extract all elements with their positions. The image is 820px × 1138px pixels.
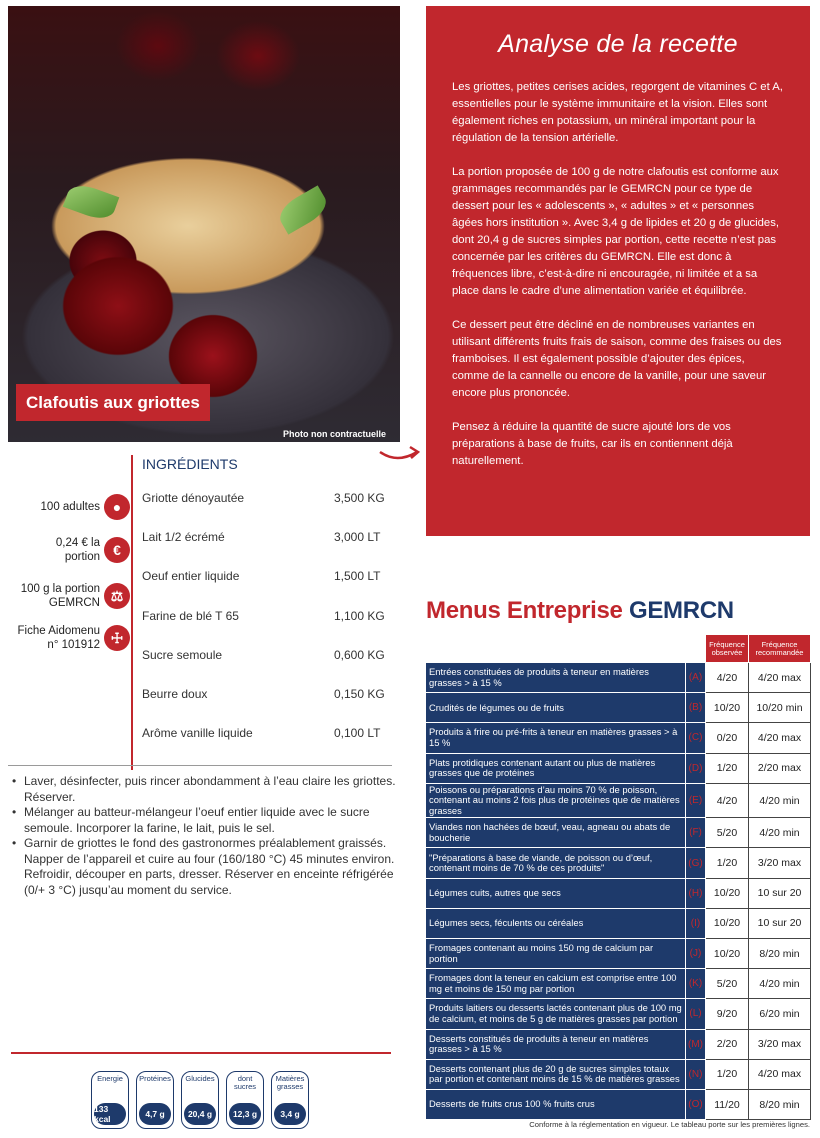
cell-desc: Entrées constituées de produits à teneur en matières grasses > à 15 % [426, 663, 686, 693]
fact-servings: 100 adultes ● [41, 494, 130, 520]
analysis-paragraph: Les griottes, petites cerises acides, regorgent de vitamines C et A, essentielles pour le système immunitaire et la vision. Elles sont également riches en potassium, un minéral important pour la régulation de la tension artérielle. [452, 81, 783, 144]
ingredient-row: Griotte dénoyautée 3,500 KG [142, 490, 385, 505]
cell-obs: 10/20 [706, 908, 749, 938]
cell-rec: 6/20 min [749, 999, 811, 1029]
ingredients-rule [131, 455, 133, 770]
cell-rec: 10/20 min [749, 693, 811, 723]
cell-rec: 4/20 min [749, 818, 811, 848]
cell-desc: Plats protidiques contenant autant ou plus de matières grasses que de protéines [426, 753, 686, 783]
cell-rec: 4/20 max [749, 723, 811, 753]
table-row [426, 848, 811, 878]
cell-rec: 2/20 max [749, 753, 811, 783]
recipe-title: Clafoutis aux griottes [16, 384, 210, 421]
table-row [426, 693, 811, 723]
analysis-paragraph: Pensez à réduire la quantité de sucre ajouté lors de vos préparations à base de fruits, car ils en contiennent déjà naturellement. [452, 421, 733, 467]
ingredient-row: Beurre doux 0,150 KG [142, 687, 385, 702]
euro-icon: € [104, 537, 130, 563]
nutrition-proteins: Protéines 4,7 g [136, 1071, 174, 1129]
cell-code: (O) [686, 1089, 706, 1119]
cell-desc: Produits laitiers ou desserts lactés contenant plus de 100 mg de calcium, et moins de 5 g de matières grasses par portion [426, 999, 686, 1029]
table-row [426, 818, 811, 848]
cell-obs: 4/20 [706, 783, 749, 818]
cell-desc: Crudités de légumes ou de fruits [426, 693, 686, 723]
cell-desc: "Préparations à base de viande, de poisson ou d’œuf, contenant moins de 70 % de ces produits" [426, 848, 686, 878]
table-row [426, 969, 811, 999]
cell-code: (E) [686, 783, 706, 818]
table-row [426, 753, 811, 783]
cell-code: (D) [686, 753, 706, 783]
table-row [426, 908, 811, 938]
table-row [426, 878, 811, 908]
cell-obs: 10/20 [706, 939, 749, 969]
cell-obs: 10/20 [706, 878, 749, 908]
cell-code: (L) [686, 999, 706, 1029]
mint-leaf [274, 185, 331, 234]
fact-portion: 100 g la portion GEMRCN ⚖ [8, 582, 130, 610]
cell-desc: Desserts de fruits crus 100 % fruits crus [426, 1089, 686, 1119]
cell-desc: Légumes secs, féculents ou céréales [426, 908, 686, 938]
cell-desc: Légumes cuits, autres que secs [426, 878, 686, 908]
table-row [426, 1029, 811, 1059]
people-icon: ● [104, 494, 130, 520]
fact-cost: 0,24 € la portion € [12, 536, 130, 564]
cell-desc: Produits à frire ou pré-frits à teneur en matières grasses > à 15 % [426, 723, 686, 753]
ingredients-heading: INGRÉDIENTS [142, 456, 238, 472]
recipe-photo [8, 6, 400, 442]
analysis-paragraph: Ce dessert peut être décliné en de nombreuses variantes en utilisant différents fruits frais de saison, comme des fraises ou des framboises. Il est également possible d’ajouter des épices, comme de la cannelle ou encore de la vanille, pour une saveur encore plus prononcée. [452, 319, 782, 399]
cell-obs: 5/20 [706, 969, 749, 999]
preparation-steps [10, 774, 398, 898]
cell-obs: 5/20 [706, 818, 749, 848]
cell-obs: 0/20 [706, 723, 749, 753]
mint-leaf [63, 180, 120, 223]
cell-desc: Fromages contenant au moins 150 mg de calcium par portion [426, 939, 686, 969]
analysis-panel [426, 6, 810, 536]
cell-desc: Fromages dont la teneur en calcium est comprise entre 100 mg et moins de 150 mg par portion [426, 969, 686, 999]
cell-code: (C) [686, 723, 706, 753]
fact-sheet: Fiche Aidomenu n° 101912 ☩ [8, 624, 130, 652]
nutrition-summary [91, 1071, 309, 1129]
cell-obs: 9/20 [706, 999, 749, 1029]
cell-code: (K) [686, 969, 706, 999]
cell-obs: 11/20 [706, 1089, 749, 1119]
cell-obs: 2/20 [706, 1029, 749, 1059]
analysis-paragraph: La portion proposée de 100 g de notre clafoutis est conforme aux grammages recommandés par le GEMRCN pour ce type de dessert pour les « adolescents », « adultes » et « personnes âgées hors institution ». Avec 3,4 g de lipides et 20 g de glucides, dont 20,4 g de sucres simples par portion, cette recette n’est pas concernée par les critères du GEMRCN. Elle est donc à fréquences libre, c’est-à-dire ni encouragée, ni limitée et a sa place dans le cadre d’une alimentation variée et équilibrée. [452, 166, 779, 297]
cell-code: (N) [686, 1059, 706, 1089]
photo-credit: Photo non contractuelle [282, 429, 386, 439]
cell-rec: 4/20 min [749, 783, 811, 818]
step-item: • Laver, désinfecter, puis rincer abondamment à l’eau claire les griottes. Réserver. [10, 774, 398, 805]
scale-icon: ⚖ [104, 583, 130, 609]
col-observed: Fréquence observée [706, 635, 749, 663]
ingredient-row: Sucre semoule 0,600 KG [142, 647, 385, 662]
ingredient-row: Farine de blé T 65 1,100 KG [142, 608, 385, 623]
table-row [426, 939, 811, 969]
divider [11, 1052, 391, 1054]
cell-obs: 4/20 [706, 663, 749, 693]
table-row [426, 663, 811, 693]
cell-obs: 10/20 [706, 693, 749, 723]
nutrition-sugars: dont sucres 12,3 g [226, 1071, 264, 1129]
cell-desc: Poissons ou préparations d’au moins 70 % de poisson, contenant au moins 2 fois plus de protéines que de matières grasses [426, 783, 686, 818]
arrow-icon [377, 438, 425, 466]
cell-code: (F) [686, 818, 706, 848]
cell-desc: Viandes non hachées de bœuf, veau, agneau ou abats de boucherie [426, 818, 686, 848]
cell-code: (A) [686, 663, 706, 693]
cell-code: (I) [686, 908, 706, 938]
cell-code: (M) [686, 1029, 706, 1059]
table-row [426, 783, 811, 818]
nutrition-fat: Matières grasses 3,4 g [271, 1071, 309, 1129]
gemrcn-table [425, 634, 811, 1120]
table-row [426, 999, 811, 1029]
cell-code: (H) [686, 878, 706, 908]
cell-code: (G) [686, 848, 706, 878]
ingredient-row: Lait 1/2 écrémé 3,000 LT [142, 529, 381, 544]
nutrition-energy: Energie 133 kcal [91, 1071, 129, 1129]
cutlery-icon: ☩ [104, 625, 130, 651]
table-note: Conforme à la réglementation en vigueur. Le tableau porte sur les premières lignes. [529, 1120, 810, 1129]
menus-title: Menus Entreprise GEMRCN [426, 597, 734, 624]
table-row [426, 1089, 811, 1119]
cell-desc: Desserts contenant plus de 20 g de sucres simples totaux par portion et contenant moins de 15 % de matières grasses [426, 1059, 686, 1089]
cell-code: (B) [686, 693, 706, 723]
step-item: • Mélanger au batteur-mélangeur l’oeuf entier liquide avec le sucre semoule. Incorporer la farine, le lait, puis le sel. [10, 805, 398, 836]
cell-desc: Desserts constitués de produits à teneur en matières grasses > à 15 % [426, 1029, 686, 1059]
ingredient-row: Arôme vanille liquide 0,100 LT [142, 726, 381, 741]
cell-obs: 1/20 [706, 1059, 749, 1089]
analysis-title: Analyse de la recette [498, 30, 738, 58]
cell-rec: 10 sur 20 [749, 908, 811, 938]
cell-obs: 1/20 [706, 753, 749, 783]
ingredient-row: Oeuf entier liquide 1,500 LT [142, 569, 381, 584]
table-body [426, 663, 811, 1120]
table-row [426, 723, 811, 753]
cell-code: (J) [686, 939, 706, 969]
table-row [426, 1059, 811, 1089]
cell-obs: 1/20 [706, 848, 749, 878]
cell-rec: 8/20 min [749, 1089, 811, 1119]
cell-rec: 10 sur 20 [749, 878, 811, 908]
divider [8, 765, 392, 766]
cell-rec: 4/20 max [749, 663, 811, 693]
cell-rec: 3/20 max [749, 1029, 811, 1059]
col-recommended: Fréquence recommandée [749, 635, 811, 663]
cell-rec: 4/20 max [749, 1059, 811, 1089]
nutrition-carbs: Glucides 20,4 g [181, 1071, 219, 1129]
step-item: • Garnir de griottes le fond des gastronormes préalablement graissés. Napper de l’appareil et cuire au four (160/180 °C) 45 minutes environ. Refroidir, découper en parts, dresser. Réserver en enceinte réfrigérée (0/+ 3 °C) jusqu’au moment du service. [10, 836, 398, 898]
ingredients-list [142, 478, 392, 753]
cell-rec: 3/20 max [749, 848, 811, 878]
cell-rec: 8/20 min [749, 939, 811, 969]
cell-rec: 4/20 min [749, 969, 811, 999]
